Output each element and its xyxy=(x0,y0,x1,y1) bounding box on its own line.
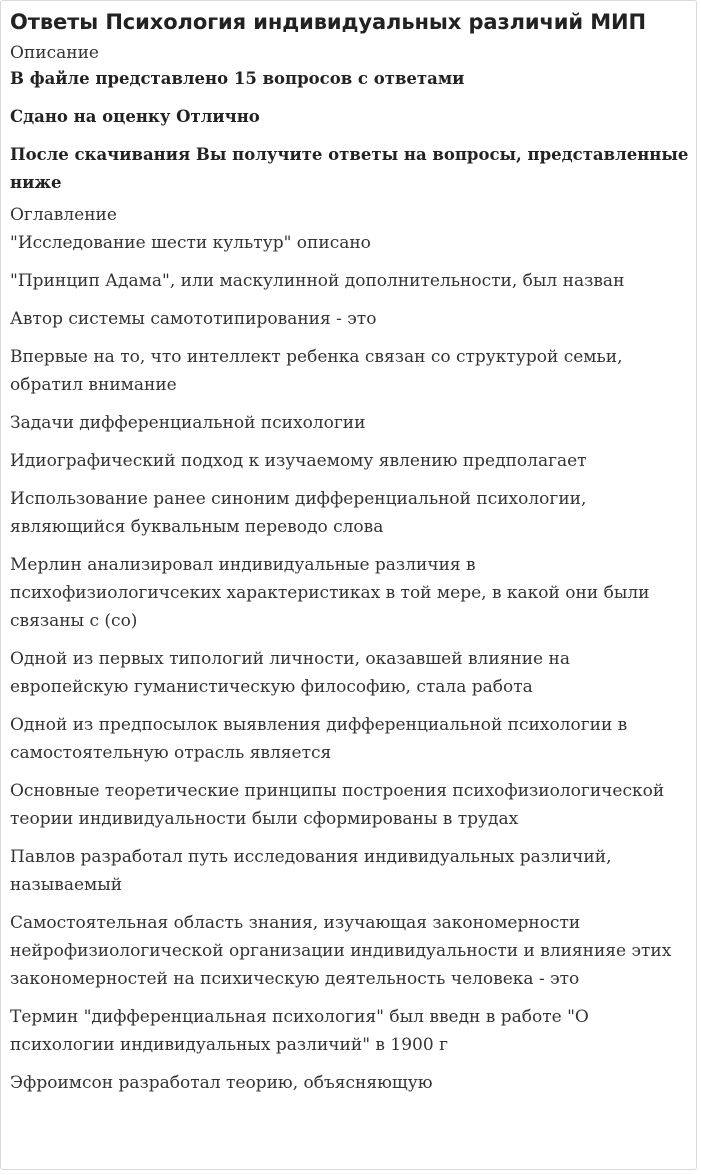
toc-item: Задачи дифференциальной психологии xyxy=(10,413,366,433)
toc-item: Мерлин анализировал индивидуальные различия в психофизиологичсеких характеристиках в той мере, в какой они были связаны с (со) xyxy=(10,555,650,631)
description-label: Описание xyxy=(10,43,99,63)
toc-item: Идиографический подход к изучаемому явлению предполагает xyxy=(10,451,587,471)
description-line: Сдано на оценку Отлично xyxy=(10,107,260,126)
description-line: После скачивания Вы получите ответы на вопросы, представленные ниже xyxy=(10,145,689,192)
toc-item: "Принцип Адама", или маскулинной дополнительности, был назван xyxy=(10,271,625,291)
toc-item: Эфроимсон разработал теорию, объясняющую xyxy=(10,1073,433,1093)
toc-item: Одной из первых типологий личности, оказавшей влияние на европейскую гуманистическую философию, стала работа xyxy=(10,649,570,697)
toc-item: Термин "дифференциальная психология" был введн в работе "О психологии индивидуальных различий" в 1900 г xyxy=(10,1007,589,1055)
toc-item: Основные теоретические принципы построения психофизиологической теории индивидуальности были сформированы в трудах xyxy=(10,781,665,829)
toc-item: "Исследование шести культур" описано xyxy=(10,233,371,253)
toc-item: Одной из предпосылок выявления дифференциальной психологии в самостоятельную отрасль является xyxy=(10,715,628,763)
page-title: Ответы Психология индивидуальных различий МИП xyxy=(10,10,646,34)
toc-item: Автор системы самототипирования - это xyxy=(10,309,377,329)
toc-item: Самостоятельная область знания, изучающая закономерности нейрофизиологической организации индивидуальности и влиянияе этих закономерностей на психическую деятельность человека - это xyxy=(10,913,672,989)
toc-list xyxy=(10,229,696,1097)
description-line: В файле представлено 15 вопросов с ответами xyxy=(10,69,465,88)
toc-item: Использование ранее синоним дифференциальной психологии, являющийся буквальным переводо слова xyxy=(10,489,587,537)
description-block xyxy=(10,65,696,197)
toc-item: Павлов разработал путь исследования индивидуальных различий, называемый xyxy=(10,847,612,895)
toc-item: Впервые на то, что интеллект ребенка связан со структурой семьи, обратил внимание xyxy=(10,347,623,395)
toc-label: Оглавление xyxy=(10,205,117,225)
